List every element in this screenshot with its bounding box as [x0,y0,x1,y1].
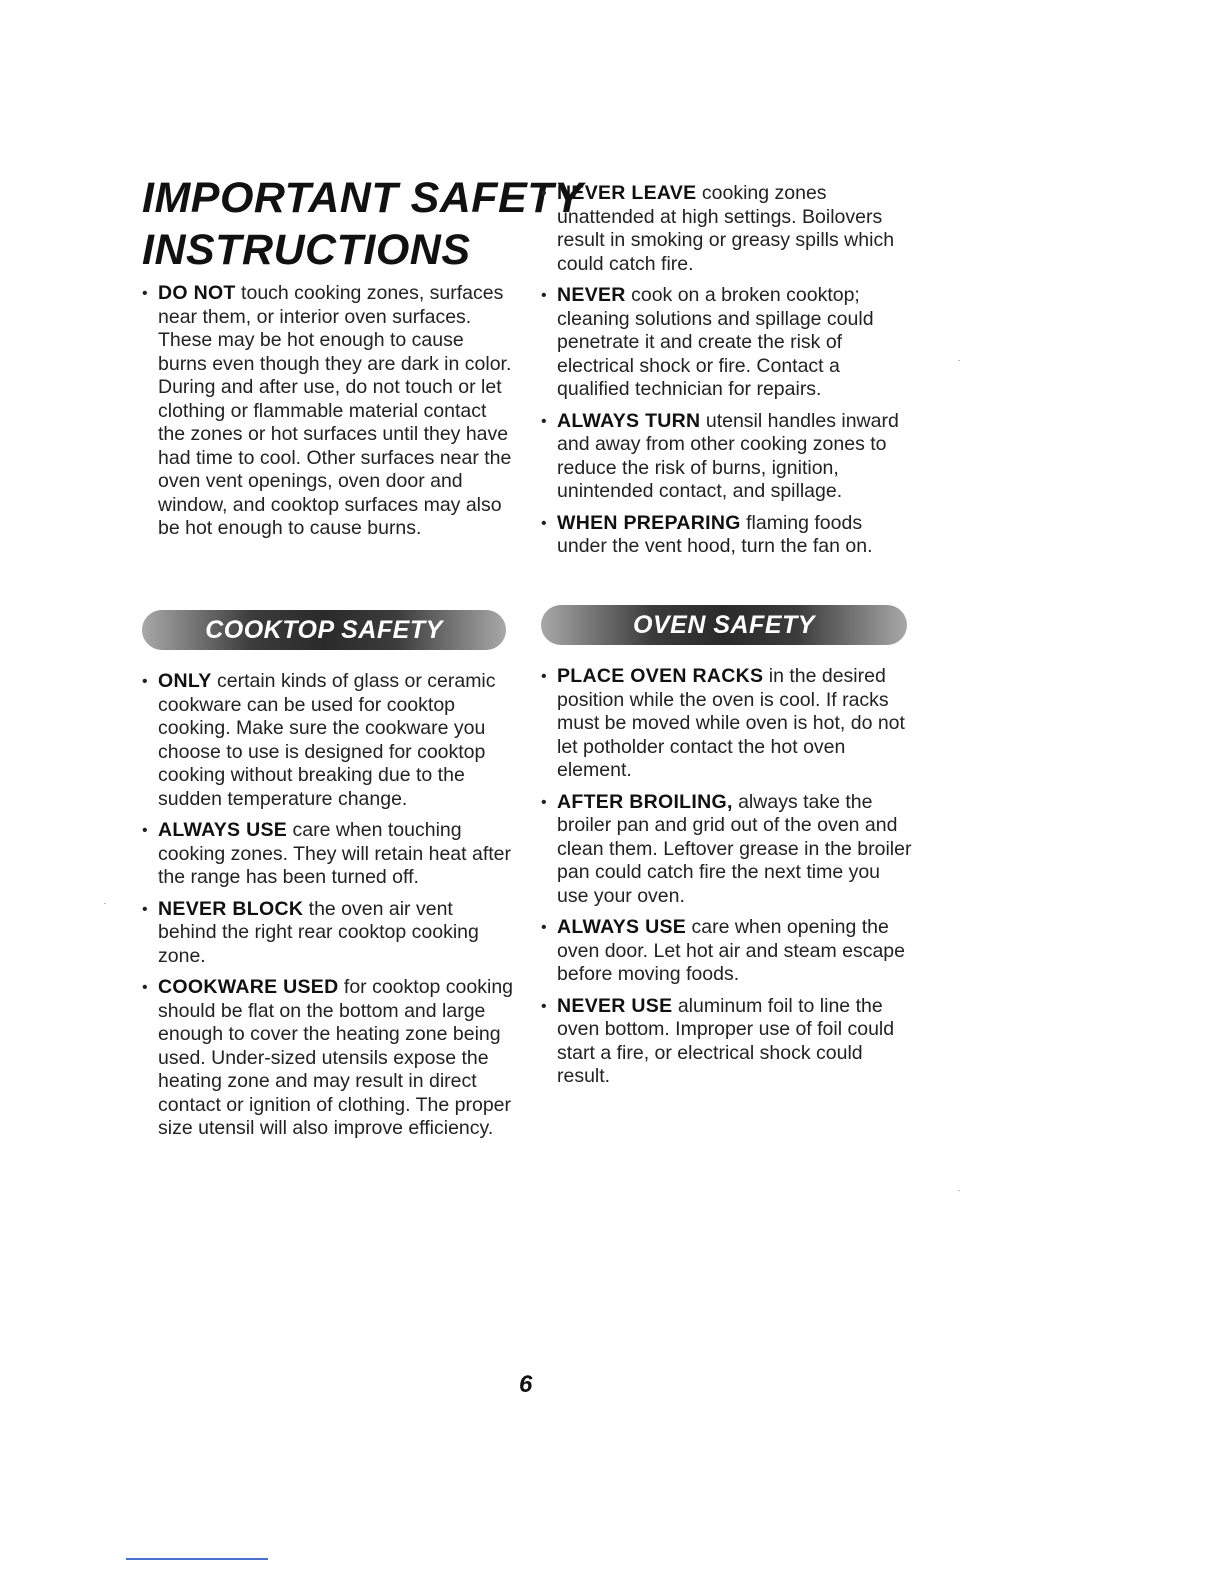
item-text: utensil handles inward and away from other cooking zones to reduce the risk of burns, ignition, unintended contact, and spillage. [557,409,899,502]
intro-list [142,282,514,541]
list-item [142,282,514,541]
footer-rule [126,1558,268,1560]
right-top-section [541,182,913,567]
list-item [541,182,913,276]
cooktop-safety-section [142,670,514,1149]
list-item [541,916,913,987]
item-keyword: PLACE OVEN RACKS [557,665,764,687]
item-keyword: NEVER [557,284,626,306]
item-keyword: COOKWARE USED [158,976,339,998]
oven-safety-heading: OVEN SAFETY [633,610,815,639]
right-top-list [541,182,913,559]
page-title [142,172,583,276]
intro-section [142,282,514,549]
list-item [142,670,514,811]
oven-safety-banner [541,605,907,645]
list-item [142,819,514,890]
list-item [541,410,913,504]
scan-speck [958,360,960,361]
item-keyword: NEVER LEAVE [557,182,697,204]
list-item [541,665,913,783]
item-keyword: ALWAYS TURN [557,409,701,432]
list-item [142,976,514,1141]
item-text: cooking zones unattended at high settings. Boilovers result in smoking or greasy spills which could catch fire. [557,182,895,275]
cooktop-safety-banner [142,610,506,650]
item-text: certain kinds of glass or ceramic cookware can be used for cooktop cooking. Make sure the cookware you choose to use is designed for cooktop cooking without breaking due to the sudden temperature change. [158,670,496,810]
item-keyword: ALWAYS USE [158,819,288,841]
item-text: for cooktop cooking should be flat on the bottom and large enough to cover the heating zone being used. Under-sized utensils expose the heating zone and may result in direct contact or ignition of clothing. The proper size utensil will also improve efficiency. [158,976,514,1139]
item-keyword: AFTER BROILING, [557,790,733,813]
item-keyword: WHEN PREPARING [557,511,741,534]
item-text: cook on a broken cooktop; cleaning solutions and spillage could penetrate it and create the risk of electrical shock or fire. Contact a qualified technician for repairs. [557,284,874,400]
list-item [541,791,913,909]
item-text: aluminum foil to line the oven bottom. Improper use of foil could start a fire, or electrical shock could result. [557,994,895,1087]
item-keyword: DO NOT [158,282,236,304]
cooktop-safety-heading: COOKTOP SAFETY [205,615,443,644]
list-item [142,898,514,969]
item-text: the oven air vent behind the right rear cooktop cooking zone. [158,897,479,967]
scan-speck [104,903,106,904]
list-item [541,512,913,559]
item-keyword: ONLY [158,670,212,692]
title-line-2: INSTRUCTIONS [142,226,471,274]
item-text: always take the broiler pan and grid out of the oven and clean them. Leftover grease in the broiler pan could catch fire the next time you use your oven. [557,790,912,907]
oven-safety-list [541,665,913,1089]
item-text: touch cooking zones, surfaces near them, or interior oven surfaces. These may be hot enough to cause burns even though they are dark in color. During and after use, do not touch or let clothing or flammable material contact the zones or hot surfaces until they have had time to cool. Other surfaces near the oven vent openings, oven door and window, and cooktop surfaces may also be hot enough to cause burns. [158,282,512,539]
item-text: care when opening the oven door. Let hot air and steam escape before moving foods. [557,916,905,985]
list-item [541,284,913,402]
item-keyword: NEVER BLOCK [158,897,304,920]
title-line-1: IMPORTANT SAFETY [142,174,584,222]
page-number: 6 [519,1371,533,1398]
list-item [541,995,913,1089]
item-text: flaming foods under the vent hood, turn the fan on. [557,511,873,557]
scan-speck [958,1190,960,1191]
oven-safety-section [541,665,913,1097]
item-keyword: NEVER USE [557,994,673,1017]
item-text: in the desired position while the oven is cool. If racks must be moved while oven is hot, do not let potholder contact the hot oven element. [557,665,905,781]
item-keyword: ALWAYS USE [557,916,687,938]
item-text: care when touching cooking zones. They will retain heat after the range has been turned off. [158,819,511,888]
cooktop-safety-list [142,670,514,1141]
